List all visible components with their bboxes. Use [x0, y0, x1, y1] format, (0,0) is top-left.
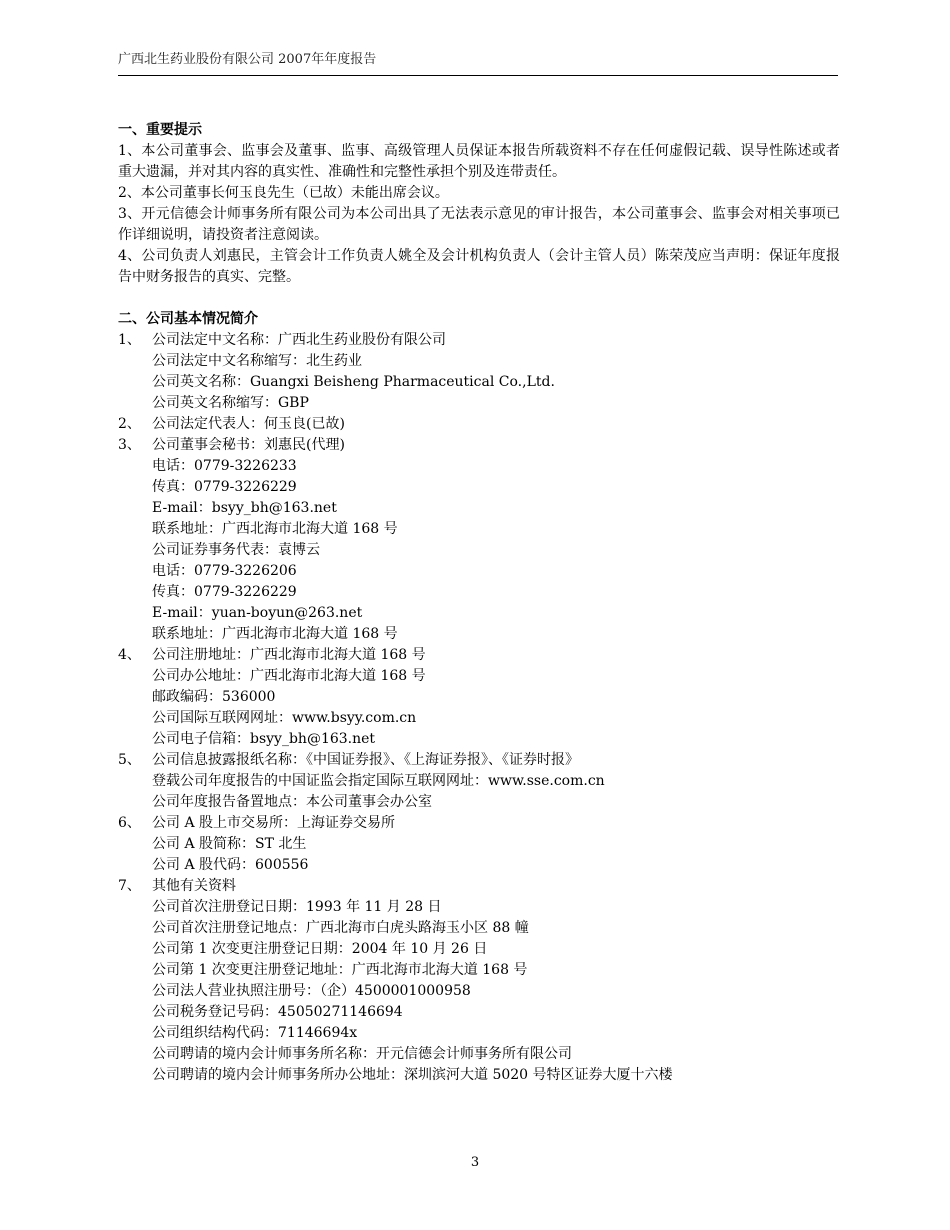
item-text: 登载公司年度报告的中国证监会指定国际互联网网址：www.sse.com.cn	[152, 773, 605, 789]
item-number: 3、	[118, 437, 141, 453]
section-heading-important-notice: 一、重要提示	[118, 122, 202, 138]
item-text: 传真：0779-3226229	[152, 584, 297, 600]
item-number: 6、	[118, 815, 141, 831]
item-text: 电话：0779-3226206	[152, 563, 297, 579]
info-row	[118, 729, 840, 750]
company-info-list	[118, 330, 840, 1086]
info-row	[118, 666, 840, 687]
item-number: 5、	[118, 752, 141, 768]
item-text: 公司法定中文名称缩写：北生药业	[152, 353, 362, 369]
item-text: 公司税务登记号码：45050271146694	[152, 1004, 403, 1020]
item-text: 公司第 1 次变更注册登记地址：广西北海市北海大道 168 号	[152, 962, 528, 978]
item-text: 公司年度报告备置地点：本公司董事会办公室	[152, 794, 432, 810]
info-row	[118, 351, 840, 372]
item-text: 公司注册地址：广西北海市北海大道 168 号	[152, 647, 426, 663]
info-row	[118, 981, 840, 1002]
info-row	[118, 624, 840, 645]
item-text: 公司法定代表人：何玉良(已故)	[152, 416, 345, 432]
info-row	[118, 687, 840, 708]
page-number: 3	[470, 1155, 480, 1170]
info-row	[118, 771, 840, 792]
item-text: 邮政编码：536000	[152, 689, 276, 705]
info-row	[118, 414, 840, 435]
item-text: 公司英文名称缩写：GBP	[152, 395, 309, 411]
item-text: 联系地址：广西北海市北海大道 168 号	[152, 626, 398, 642]
info-row	[118, 456, 840, 477]
item-text: 公司电子信箱：bsyy_bh@163.net	[152, 731, 376, 747]
info-row	[118, 561, 840, 582]
info-row	[118, 540, 840, 561]
info-row	[118, 1002, 840, 1023]
item-text: 联系地址：广西北海市北海大道 168 号	[152, 521, 398, 537]
header-rule	[118, 75, 838, 76]
notice-paragraph: 4、公司负责人刘惠民，主管会计工作负责人姚全及会计机构负责人（会计主管人员）陈荣茂应当声明：保证年度报告中财务报告的真实、完整。	[118, 248, 840, 285]
item-text: 公司聘请的境内会计师事务所办公地址：深圳滨河大道 5020 号特区证券大厦十六楼	[152, 1067, 673, 1083]
info-row	[118, 645, 840, 666]
item-text: 公司法人营业执照注册号：（企）4500001000958	[152, 983, 471, 999]
item-number: 1、	[118, 332, 141, 348]
item-text: 公司 A 股上市交易所：上海证券交易所	[152, 815, 396, 831]
info-row	[118, 582, 840, 603]
info-row	[118, 876, 840, 897]
info-row	[118, 960, 840, 981]
item-text: 公司首次注册登记日期：1993 年 11 月 28 日	[152, 899, 442, 915]
info-row	[118, 330, 840, 351]
info-row	[118, 372, 840, 393]
item-text: 公司国际互联网网址：www.bsyy.com.cn	[152, 710, 417, 726]
notice-paragraph: 2、本公司董事长何玉良先生（已故）未能出席会议。	[118, 185, 449, 201]
item-text: 公司第 1 次变更注册登记日期：2004 年 10 月 26 日	[152, 941, 488, 957]
info-row	[118, 834, 840, 855]
info-row	[118, 435, 840, 456]
info-row	[118, 477, 840, 498]
info-row	[118, 603, 840, 624]
item-text: 其他有关资料	[152, 878, 236, 894]
info-row	[118, 1044, 840, 1065]
item-text: 电话：0779-3226233	[152, 458, 297, 474]
item-text: 公司组织结构代码：71146694x	[152, 1025, 358, 1041]
item-text: 公司聘请的境内会计师事务所名称：开元信德会计师事务所有限公司	[152, 1046, 572, 1062]
info-row	[118, 750, 840, 771]
info-row	[118, 918, 840, 939]
info-row	[118, 393, 840, 414]
info-row	[118, 1023, 840, 1044]
section-spacer	[118, 288, 840, 309]
notice-paragraph: 3、开元信德会计师事务所有限公司为本公司出具了无法表示意见的审计报告，本公司董事会、监事会对相关事项已作详细说明，请投资者注意阅读。	[118, 206, 840, 243]
info-row	[118, 708, 840, 729]
page-header: 广西北生药业股份有限公司 2007年年度报告	[118, 52, 377, 67]
info-row	[118, 813, 840, 834]
item-text: 公司法定中文名称：广西北生药业股份有限公司	[152, 332, 446, 348]
info-row	[118, 897, 840, 918]
item-text: 传真：0779-3226229	[152, 479, 297, 495]
item-text: 公司 A 股简称：ST 北生	[152, 836, 307, 852]
item-number: 2、	[118, 416, 141, 432]
info-row	[118, 1065, 840, 1086]
item-text: 公司 A 股代码：600556	[152, 857, 309, 873]
item-text: 公司办公地址：广西北海市北海大道 168 号	[152, 668, 426, 684]
item-text: 公司首次注册登记地点：广西北海市白虎头路海玉小区 88 幢	[152, 920, 529, 936]
info-row	[118, 939, 840, 960]
info-row	[118, 855, 840, 876]
item-text: 公司信息披露报纸名称：《中国证券报》、《上海证券报》、《证券时报》	[152, 752, 579, 768]
item-text: 公司董事会秘书：刘惠民(代理)	[152, 437, 345, 453]
notice-paragraph: 1、本公司董事会、监事会及董事、监事、高级管理人员保证本报告所载资料不存在任何虚假记载、误导性陈述或者重大遗漏，并对其内容的真实性、准确性和完整性承担个别及连带责任。	[118, 143, 840, 180]
info-row	[118, 498, 840, 519]
item-text: E-mail：bsyy_bh@163.net	[152, 500, 337, 516]
item-text: 公司英文名称：Guangxi Beisheng Pharmaceutical Co.,Ltd.	[152, 374, 555, 390]
section-heading-company-profile: 二、公司基本情况简介	[118, 311, 258, 327]
item-text: 公司证券事务代表：袁博云	[152, 542, 320, 558]
info-row	[118, 519, 840, 540]
item-number: 7、	[118, 878, 141, 894]
item-text: E-mail：yuan-boyun@263.net	[152, 605, 363, 621]
info-row	[118, 792, 840, 813]
item-number: 4、	[118, 647, 141, 663]
document-body	[118, 120, 840, 1086]
